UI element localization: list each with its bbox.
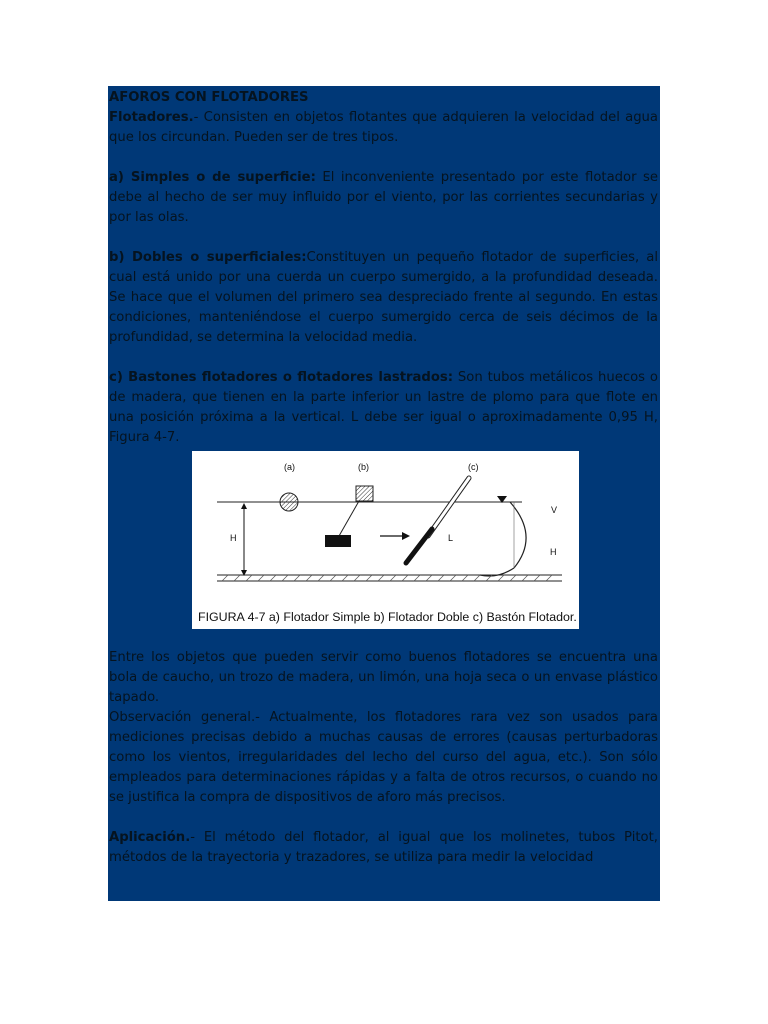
paragraph-objects: Entre los objetos que pueden servir como buenos flotadores se encuentra una bola de caucho, un trozo de madera, un limón, una hoja seca o un envase plástico tapado.: [109, 650, 658, 705]
term-bastones: c) Bastones flotadores o flotadores lastrados:: [109, 370, 454, 385]
figure-diagram: [192, 451, 579, 629]
intro-text: - Consisten en objetos flotantes que adquieren la velocidad del agua que los circundan. Pueden ser de tres tipos.: [109, 110, 658, 145]
paragraph-c: [109, 368, 658, 448]
label-right-h: H: [550, 547, 557, 557]
document-title: AFOROS CON FLOTADORES: [109, 90, 309, 105]
velocity-profile-curve: [510, 502, 526, 568]
paragraph-b: [109, 248, 658, 348]
c-text: Son tubos metálicos huecos o de madera, que tienen en la parte inferior un lastre de plomo para que flote en una posición próxima a la vertical. L debe ser igual o aproximadamente 0,95 H, Figura 4-7.: [109, 370, 658, 445]
document-panel: [108, 86, 660, 901]
term-simples: a) Simples o de superficie:: [109, 170, 316, 185]
label-rod-l: L: [448, 533, 454, 543]
simple-float-sphere: [280, 493, 298, 511]
label-velocity-v: V: [551, 505, 558, 515]
application-text: - El método del flotador, al igual que los molinetes, tubos Pitot, métodos de la trayectoria y trazadores, se utiliza para medir la velocidad: [109, 830, 658, 865]
depth-arrow-top-icon: [241, 503, 247, 509]
rod-float-ballast: [406, 529, 432, 563]
a-text: El inconveniente presentado por este flotador se debe al hecho de ser muy influido por el viento, por las corrientes secundarias y por las olas.: [109, 170, 658, 225]
document-text: [109, 88, 658, 868]
term-flotadores: Flotadores.: [109, 110, 194, 125]
paragraph-a: [109, 168, 658, 228]
double-float-string: [339, 501, 359, 536]
label-a: (a): [284, 462, 295, 472]
double-float-surface-body: [356, 486, 373, 501]
double-float-submerged-body: [325, 535, 351, 547]
flow-arrow-head-icon: [402, 532, 410, 540]
term-dobles: b) Dobles o superficiales:: [109, 250, 307, 265]
channel-bed-hatching: [222, 575, 552, 581]
term-aplicacion: Aplicación.: [109, 830, 191, 845]
label-depth-h: H: [230, 533, 237, 543]
figure-4-7: [192, 451, 579, 629]
paragraph-application: [109, 828, 658, 868]
label-c: (c): [468, 462, 479, 472]
b-text: Constituyen un pequeño flotador de superficies, al cual está unido por una cuerda un cuerpo sumergido, a la profundidad deseada. Se hace que el volumen del primero sea despreciado frente al segundo. En estas condiciones, manteniéndose el cuerpo sumergido cerca de seis décimos de la profundidad, se determina la velocidad media.: [109, 250, 658, 345]
figure-caption: FIGURA 4-7 a) Flotador Simple b) Flotador Doble c) Bastón Flotador.: [198, 610, 577, 624]
rod-float-tube-inner: [428, 478, 469, 536]
paragraph-intro: [109, 108, 658, 148]
label-b: (b): [358, 462, 369, 472]
paragraph-observation: Observación general.- Actualmente, los flotadores rara vez son usados para mediciones precisas debido a muchas causas de errores (causas perturbadoras como los vientos, irregularidades del lecho del curso del agua, etc.). Son sólo empleados para determinaciones rápidas y a falta de otros recursos, o cuando no se justifica la compra de dispositivos de aforo más precisos.: [109, 710, 658, 805]
